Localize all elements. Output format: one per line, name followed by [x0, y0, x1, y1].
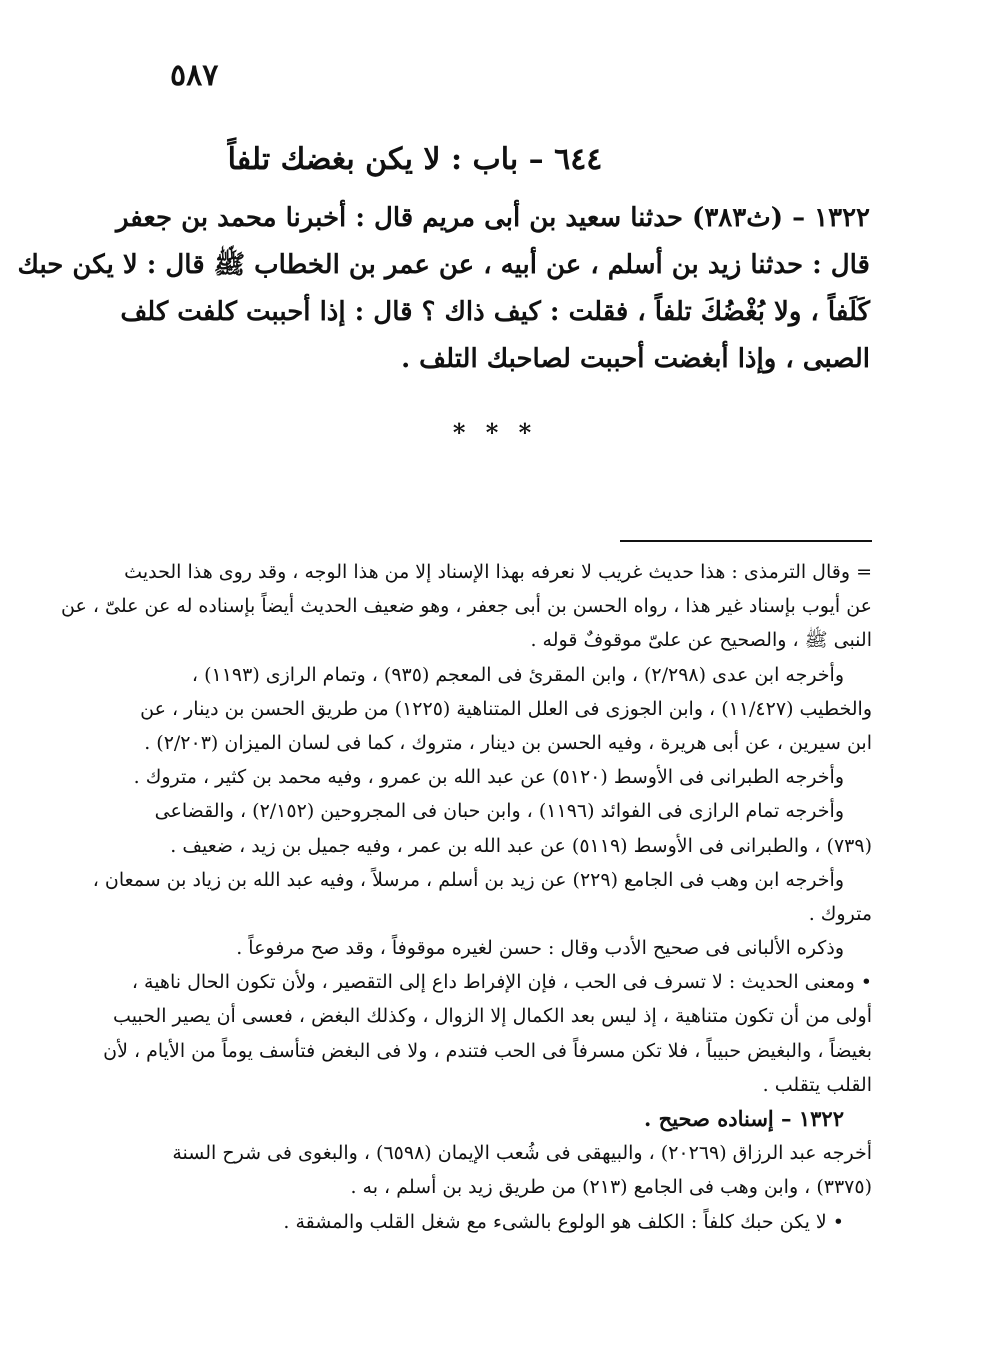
footnote-line: (٧٣٩) ، والطبرانى فى الأوسط (٥١١٩) عن عبد الله بن عمر ، وفيه جميل بن زيد ، ضعيف . [170, 834, 872, 857]
footnote-line: عن أيوب بإسناد غير هذا ، رواه الحسن بن أبى جعفر ، وهو ضعيف الحديث أيضاً بإسناده له عن علىّ ، عن [61, 595, 872, 618]
footnote-line: بغيضاً ، والبغيض حبيباً ، فلا تكن مسرفاً فى الحب فتندم ، ولا فى البغض فتأسف يوماً من الأيام ، لأن [103, 1039, 872, 1062]
footnote-line: وذكره الألبانى فى صحيح الأدب وقال : حسن لغيره موقوفاً ، وقد صح مرفوعاً . [236, 937, 844, 960]
footnote-line: وأخرجه ابن وهب فى الجامع (٢٢٩) عن زيد بن أسلم ، مرسلاً ، وفيه عبد الله بن زياد بن سمعان ، [92, 868, 844, 891]
footnote-line: وأخرجه ابن عدى (٢/٢٩٨) ، وابن المقرئ فى المعجم (٩٣٥) ، وتمام الرازى (١١٩٣) ، [191, 663, 844, 686]
footnote-line: ابن سيرين ، عن أبى هريرة ، وفيه الحسن بن دينار ، متروك ، كما فى لسان الميزان (٢/٢٠٣) . [144, 731, 872, 754]
footnote-line: أولى من أن تكون متناهية ، إذ ليس بعد الكمال إلا الزوال ، وكذلك البغض ، فعسى أن يصير الحبيب [113, 1005, 872, 1028]
footnote-line: أخرجه عبد الرزاق (٢٠٢٦٩) ، والبيهقى فى شُعب الإيمان (٦٥٩٨) ، والبغوى فى شرح السنة [172, 1142, 872, 1165]
footnote-line: القلب يتقلب . [762, 1073, 872, 1096]
footnote-line: النبى ﷺ ، والصحيح عن علىّ موقوفٌ قوله . [530, 629, 872, 652]
hadith-line: كَلَفاً ، ولا بُغْضُكَ تلفاً ، فقلت : كيف ذاك ؟ قال : إذا أحببت كلفت كلف [120, 297, 870, 327]
hadith-line: ١٣٢٢ – (ث٣٨٣) حدثنا سعيد بن أبى مريم قال : أخبرنا محمد بن جعفر [115, 203, 870, 233]
footnotes [61, 555, 872, 1239]
footnote-line: والخطيب (١١/٤٢٧) ، وابن الجوزى فى العلل المتناهية (١٢٢٥) من طريق الحسن بن دينار ، عن [140, 697, 872, 720]
footnote-line: وأخرجه تمام الرازى فى الفوائد (١١٩٦) ، وابن حبان فى المجروحين (٢/١٥٢) ، والقضاعى [154, 800, 844, 823]
footnote-divider [620, 540, 872, 542]
page-number: ٥٨٧ [170, 58, 219, 93]
footnote-line: • ومعنى الحديث : لا تسرف فى الحب ، فإن الإفراط داع إلى التقصير ، ولأن تكون الحال ناهية ، [131, 971, 872, 994]
hadith-line: الصبى ، وإذا أبغضت أحببت لصاحبك التلف . [401, 344, 870, 374]
hadith-line: قال : حدثنا زيد بن أسلم ، عن أبيه ، عن عمر بن الخطاب ﷺ قال : لا يكن حبك [17, 250, 870, 280]
footnote-line: = وقال الترمذى : هذا حديث غريب لا نعرفه بهذا الإسناد إلا من هذا الوجه ، وقد روى هذا الحديث [124, 561, 872, 583]
footnote-heading: ١٣٢٢ – إسناده صحيح . [644, 1106, 844, 1131]
hadith-text [17, 195, 870, 383]
footnote-line: • لا يكن حبك كلفاً : الكلف هو الولوع بالشىء مع شغل القلب والمشقة . [283, 1210, 844, 1233]
chapter-heading: ٦٤٤ – باب : لا يكن بغضك تلفاً [227, 142, 603, 177]
footnote-line: (٣٣٧٥) ، وابن وهب فى الجامع (٢١٣) من طريق زيد بن أسلم ، به . [350, 1176, 872, 1199]
section-separator: * * * [452, 418, 538, 447]
footnote-line: وأخرجه الطبرانى فى الأوسط (٥١٢٠) عن عبد الله بن عمرو ، وفيه محمد بن كثير ، متروك . [133, 766, 844, 789]
footnote-line: متروك . [808, 902, 872, 925]
